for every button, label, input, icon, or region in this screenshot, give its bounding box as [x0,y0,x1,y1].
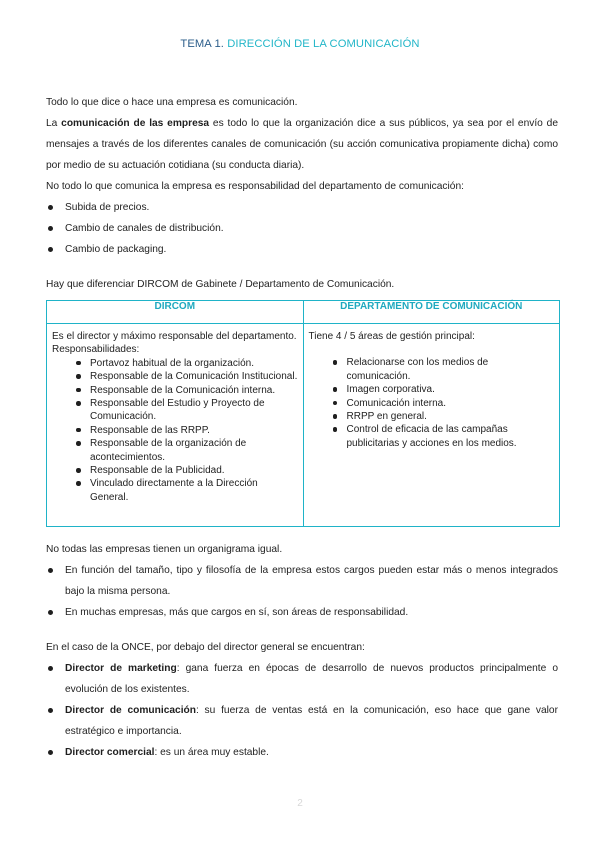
intro-bullet-list [46,197,558,260]
once-bullet-list [46,658,558,763]
table-intro: Hay que diferenciar DIRCOM de Gabinete / Departamento de Comunicación. [46,279,395,290]
list-item: Responsable de las RRPP. [90,424,298,437]
bold-term: Director de comunicación [65,705,196,716]
intro-paragraph-3: No todo lo que comunica la empresa es responsabilidad del departamento de comunicación: [46,181,464,192]
page-number: 2 [297,798,303,809]
list-item: Cambio de canales de distribución. [46,218,558,239]
list-item: Director de marketing: gana fuerza en épocas de desarrollo de nuevos productos principalmente o evolución de los existentes. [46,658,558,700]
list-item: Responsable de la Comunicación Institucional. [90,371,298,383]
departamento-intro: Tiene 4 / 5 áreas de gestión principal: [308,331,475,342]
list-item: Control de eficacia de las campañas publicitarias y acciones en los medios. [347,423,555,450]
list-item: RRPP en general. [347,410,555,423]
table-cell-departamento [303,324,560,527]
document-body [46,92,558,763]
table-header-departamento: DEPARTAMENTO DE COMUNICACIÓN [303,301,560,324]
list-item: Responsable de la organización de acontecimientos. [90,437,298,464]
list-item: Responsable de la Publicidad. [90,464,298,477]
list-item: Portavoz habitual de la organización. [90,357,298,370]
bold-term: Director comercial [65,747,155,758]
list-item: Responsable de la Comunicación interna. [90,384,298,397]
topic-number: TEMA 1. [180,38,224,50]
list-item: Director comercial: es un área muy estable. [46,742,558,763]
list-item: Vinculado directamente a la Dirección General. [90,477,298,504]
page-title [0,38,600,50]
intro-paragraph-1: Todo lo que dice o hace una empresa es comunicación. [46,97,298,108]
once-paragraph: En el caso de la ONCE, por debajo del director general se encuentran: [46,642,365,653]
bold-term: comunicación de las empresa [61,118,210,129]
org-paragraph: No todas las empresas tienen un organigrama igual. [46,544,283,555]
comparison-table [46,300,560,527]
table-cell-dircom [47,324,304,527]
list-item: Comunicación interna. [347,397,555,410]
list-item: Responsable del Estudio y Proyecto de Comunicación. [90,397,298,424]
list-item: Subida de precios. [46,197,558,218]
list-item: Relacionarse con los medios de comunicación. [347,356,555,383]
dircom-intro: Es el director y máximo responsable del departamento. Responsabilidades: [52,331,297,356]
list-item: Cambio de packaging. [46,239,558,260]
departamento-list [309,356,555,450]
topic-name: DIRECCIÓN DE LA COMUNICACIÓN [227,38,420,50]
intro-paragraph-2: La comunicación de las empresa es todo lo que la organización dice a sus públicos, ya sea por el envío de mensajes a través de los diferentes canales de comunicación (su acción comunicativa propiamente dicha) como por medio de su actuación cotidiana (su conducta diaria). [46,118,558,171]
list-item: Director de comunicación: su fuerza de ventas está en la comunicación, eso hace que gane valor estratégico e importancia. [46,700,558,742]
list-item: En función del tamaño, tipo y filosofía de la empresa estos cargos pueden estar más o menos integrados bajo la misma persona. [46,560,558,602]
table-header-dircom: DIRCOM [47,301,304,324]
list-item: En muchas empresas, más que cargos en sí, son áreas de responsabilidad. [46,602,558,623]
org-bullet-list [46,560,558,623]
list-item: Imagen corporativa. [347,383,555,396]
bold-term: Director de marketing [65,663,177,674]
dircom-list [52,357,298,504]
